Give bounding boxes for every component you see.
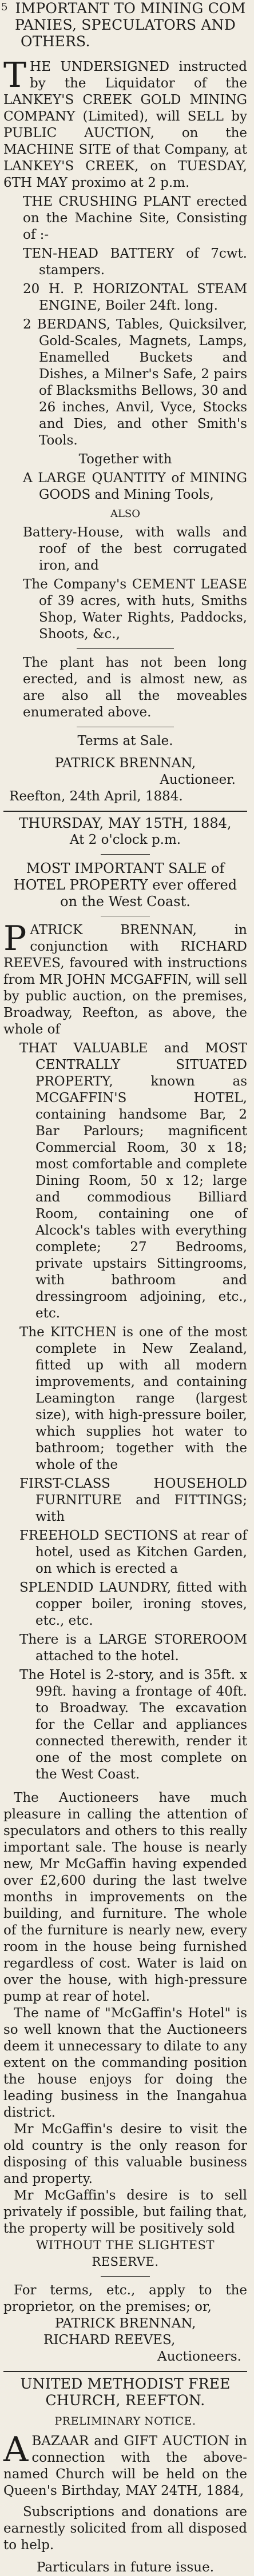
- item: A LARGE QUANTITY of MINING GOODS and Mining Tools,: [23, 471, 247, 502]
- plant-heading: THE CRUSHING PLANT erected on the Machine Site, Consisting of :-: [23, 194, 247, 242]
- paragraph: The Auctioneers have much pleasure in calling the attention of speculators and others to this really important sale. The house is nearly new, Mr McGaffin having expended over £2,600 during the last twelve months in improvements on the building, and furniture. The whole of the furniture is nearly new, every room in the house being furnished regardless of cost. Water is laid on over the house, with high-pressure pump at rear of hotel.: [3, 1790, 247, 2004]
- signer-name: PATRICK BRENNAN,: [54, 756, 196, 771]
- item: The Company's CEMENT LEASE of 39 acres, with huts, Smiths Shop, Water Rights, Paddocks, Shoots, &c.,: [23, 577, 247, 642]
- bazaar-text: BAZAAR and GIFT AUCTION in connection with the above-named Church will be held on the Queen's Birthday, MAY 24TH, 1884,: [3, 2434, 247, 2498]
- lot-item: FIRST-CLASS HOUSEHOLD FURNITURE and FITTINGS; with: [19, 1476, 247, 1524]
- signer-name: PATRICK BRENNAN,: [55, 2316, 196, 2331]
- paragraph: Mr McGaffin's desire is to sell privately if possible, but failing that, the property will be positively sold: [3, 2188, 247, 2236]
- place-date: Reefton, 24th April, 1884.: [9, 789, 183, 804]
- item-connector: Together with: [78, 452, 172, 467]
- lot-item: The KITCHEN is one of the most complete in New Zealand, fitted up with all modern improvements, and containing Leamington range (largest size), with high-pressure boiler, which supplies hot water to bathroom; together with the whole of the: [19, 1325, 247, 1472]
- sale-date: THURSDAY, MAY 15TH, 1884,: [19, 815, 232, 831]
- sale-heading: MOST IMPORTANT SALE of HOTEL PROPERTY ever offered on the West Coast.: [13, 860, 237, 910]
- intro-text: ATRICK BRENNAN, in conjunction with RICHARD REEVES, favoured with instructions from MR JOHN MCGAFFIN, will sell by public auction, on the premises, Broadway, Reefton, as above, the whole of: [3, 923, 247, 1037]
- lot-item: There is a LARGE STOREROOM attached to the hotel.: [19, 1632, 247, 1664]
- lot-item: The Hotel is 2-story, and is 35ft. x 99ft. having a frontage of 40ft. to Broadway. The excavation for the Cellar and appliances connected therewith, render it one of the most complete on the West Coast.: [19, 1668, 247, 1782]
- hotel-sale-ad: [3, 815, 247, 2365]
- mining-auction-ad: [3, 0, 247, 805]
- paragraph: The name of "McGaffin's Hotel" is so well known that the Auctioneers deem it unnecessary to dilate to any extent on the commanding position the house enjoys for doing the leading business in the Inangahua district.: [3, 2006, 247, 2120]
- signer-title: Auctioneers.: [157, 2349, 241, 2364]
- signer-name: RICHARD REEVES,: [43, 2333, 176, 2347]
- footer-text: Particulars in future issue.: [36, 2560, 215, 2575]
- drop-cap: A: [3, 2430, 29, 2470]
- sale-time: At 2 o'clock p.m.: [69, 832, 181, 847]
- church-heading-line: UNITED METHODIST FREE: [20, 2375, 231, 2392]
- margin-mark: 5: [1, 1, 8, 13]
- signer-title: Auctioneer.: [160, 772, 236, 787]
- reserve-text: WITHOUT THE SLIGHTEST RESERVE.: [35, 2238, 215, 2269]
- lot-item: THAT VALUABLE and MOST CENTRALLY SITUATED PROPERTY, known as MCGAFFIN'S HOTEL, containing handsome Bar, 2 Bar Parlours; magnificent Commercial Room, 30 x 18; most comfortable and complete Dining Room, 50 x 12; large and commodious Billiard Room, containing one of Alcock's tables with everything complete; 27 Bedrooms, private upstairs Sittingrooms, with bathroom and dressingroom adjoining, etc., etc.: [19, 1041, 247, 1321]
- terms-text: For terms, etc., apply to the proprietor, on the premises; or,: [3, 2283, 247, 2314]
- ad-heading-line: PANIES, SPECULATORS AND: [14, 17, 236, 33]
- terms-text: Terms at Sale.: [77, 734, 173, 748]
- item-connector: ALSO: [110, 508, 141, 520]
- ad-body: HE UNDERSIGNED instructed by the Liquidator of the LANKEY'S CREEK GOLD MINING COMPANY (Limited), will SELL by PUBLIC AUCTION, on the MACHINE SITE of that Company, at LANKEY'S CREEK, on TUESDAY, 6TH MAY proximo at 2 p.m.: [3, 59, 247, 190]
- lot-item: SPLENDID LAUNDRY, fitted with copper boiler, ironing stoves, etc., etc.: [19, 1580, 247, 1628]
- closing-text: The plant has not been long erected, and is almost new, as are also all the moveables enumerated above.: [23, 655, 247, 720]
- subscription-text: Subscriptions and donations are earnestly solicited from all disposed to help.: [3, 2505, 247, 2553]
- lot-item: FREEHOLD SECTIONS at rear of hotel, used as Kitchen Garden, on which is erected a: [19, 1528, 247, 1576]
- church-heading-line: CHURCH, REEFTON.: [45, 2392, 205, 2409]
- drop-cap: P: [3, 919, 27, 959]
- ad-heading-line: IMPORTANT TO MINING COM: [15, 0, 246, 17]
- item: TEN-HEAD BATTERY of 7cwt. stampers.: [23, 246, 247, 278]
- ad-heading-line: OTHERS.: [21, 33, 90, 50]
- item: 2 BERDANS, Tables, Quicksilver, Gold-Scales, Magnets, Lamps, Enamelled Buckets and Dishes, a Milner's Safe, 2 pairs of Blacksmiths Bellows, 30 and 26 inches, Anvil, Vyce, Stocks and Dies, and other Smith's Tools.: [23, 317, 247, 448]
- newspaper-column: [3, 0, 247, 2576]
- drop-cap: T: [3, 55, 27, 95]
- bazaar-notice-ad: [3, 2375, 247, 2576]
- item: 20 H. P. HORIZONTAL STEAM ENGINE, Boiler 24ft. long.: [23, 282, 247, 313]
- paragraph: Mr McGaffin's desire to visit the old country is the only reason for disposing of this valuable business and property.: [3, 2122, 247, 2186]
- notice-label: PRELIMINARY NOTICE.: [54, 2415, 196, 2427]
- item: Battery-House, with walls and roof of the best corrugated iron, and: [23, 525, 247, 573]
